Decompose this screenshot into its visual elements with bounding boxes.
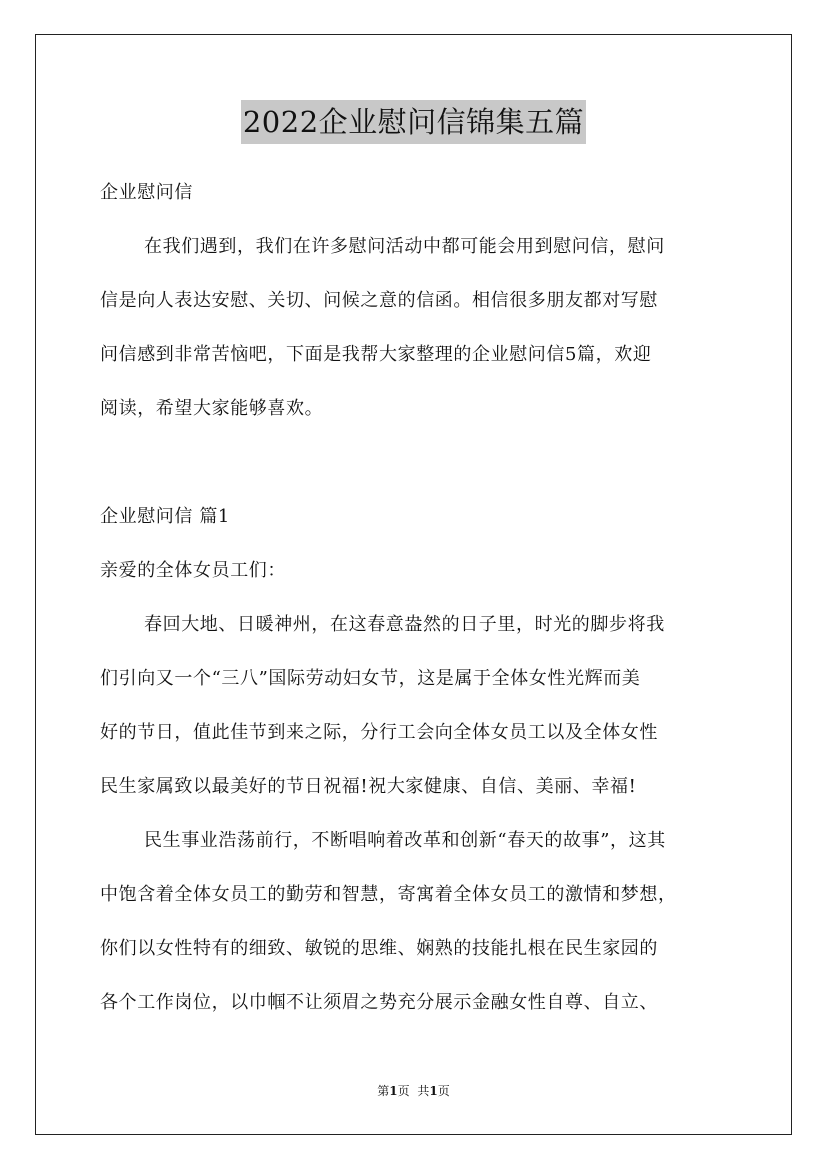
body-line: 民生家属致以最美好的节日祝福!祝大家健康、自信、美丽、幸福!	[100, 776, 637, 797]
body-line: 信是向人表达安慰、关切、问候之意的信函。相信很多朋友都对写慰	[100, 290, 658, 311]
total-suffix: 页	[437, 1084, 450, 1098]
body-line: 企业慰问信	[100, 182, 193, 203]
document-body	[100, 172, 740, 1036]
body-line: 问信感到非常苦恼吧，下面是我帮大家整理的企业慰问信5篇，欢迎	[100, 344, 652, 365]
title-container	[0, 100, 827, 144]
page-total: 1	[429, 1084, 438, 1098]
body-line: 好的节日，值此佳节到来之际，分行工会向全体女员工以及全体女性	[100, 722, 658, 743]
body-line: 各个工作岗位，以巾帼不让须眉之势充分展示金融女性自尊、自立、	[100, 992, 658, 1013]
salutation: 亲爱的全体女员工们：	[100, 560, 286, 581]
page-suffix: 页	[397, 1084, 410, 1098]
total-prefix: 共	[417, 1084, 430, 1098]
body-line	[100, 442, 740, 496]
document-title: 2022企业慰问信锦集五篇	[241, 100, 586, 144]
page-current: 1	[389, 1084, 398, 1098]
body-line: 们引向又一个“三八”国际劳动妇女节，这是属于全体女性光辉而美	[100, 668, 641, 689]
body-line: 你们以女性特有的细致、敏锐的思维、娴熟的技能扎根在民生家园的	[100, 938, 658, 959]
body-line: 在我们遇到，我们在许多慰问活动中都可能会用到慰问信，慰问	[144, 236, 665, 257]
body-line: 中饱含着全体女员工的勤劳和智慧，寄寓着全体女员工的激情和梦想，	[100, 884, 677, 905]
page-prefix: 第	[377, 1084, 390, 1098]
section-heading: 企业慰问信 篇1	[100, 506, 230, 527]
page-footer	[0, 1082, 827, 1099]
body-line: 春回大地、日暖神州，在这春意盎然的日子里，时光的脚步将我	[144, 614, 665, 635]
body-line: 民生事业浩荡前行，不断唱响着改革和创新“春天的故事”，这其	[144, 830, 666, 851]
body-line: 阅读，希望大家能够喜欢。	[100, 398, 324, 419]
